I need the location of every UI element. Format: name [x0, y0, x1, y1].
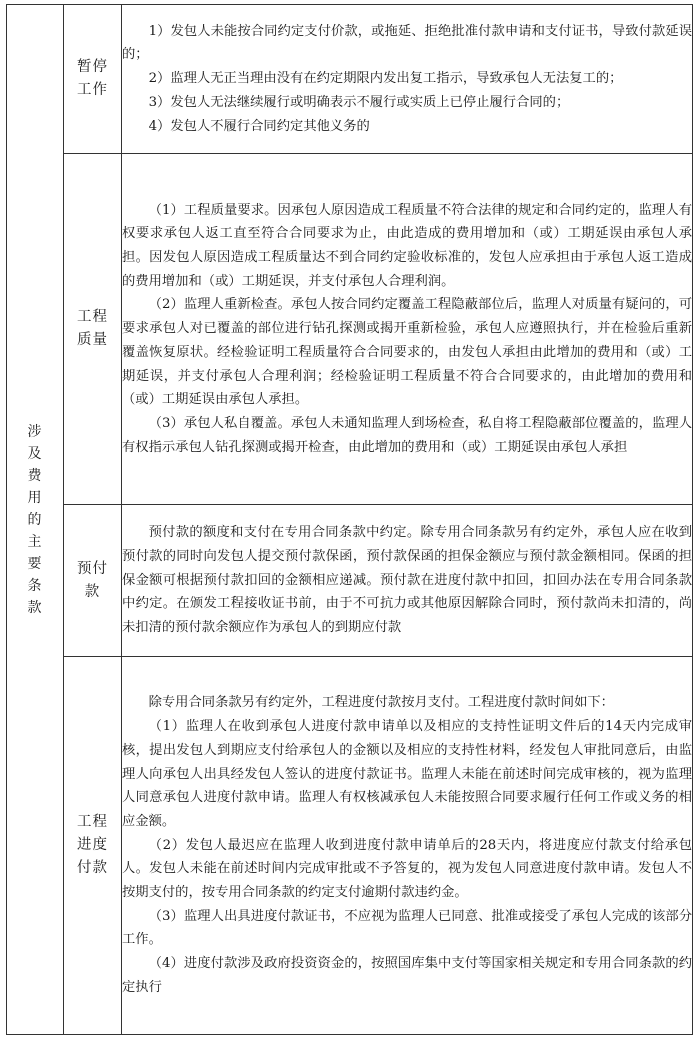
- table-row-advance-payment: [7, 505, 693, 657]
- sub-label-cell: [64, 657, 122, 1035]
- paragraph: 2）监理人无正当理由没有在约定期限内发出复工指示，导致承包人无法复工的；: [148, 71, 623, 87]
- row-label-quality: 工程质量: [77, 309, 108, 348]
- main-category-cell: [7, 5, 64, 1035]
- sub-label-cell: [64, 154, 122, 505]
- paragraph: （3）监理人出具进度付款证书，不应视为监理人已同意、批准或接受了承包人完成的该部分工作。: [122, 908, 692, 948]
- content-cell-progress-payment: [122, 657, 693, 1035]
- main-category-label: 涉及费用的主要条款: [27, 423, 43, 616]
- row-label-suspension: 暂停工作: [77, 59, 108, 98]
- table-row-quality: [7, 154, 693, 505]
- content-cell-advance-payment: [122, 505, 693, 657]
- paragraph: （3）承包人私自覆盖。承包人未通知监理人到场检查，私自将工程隐蔽部位覆盖的，监理人有权指示承包人钻孔探测或揭开检查，由此增加的费用和（或）工期延误由承包人承担: [122, 415, 692, 455]
- contract-clauses-table: [6, 4, 693, 1035]
- row-label-advance-payment: 预付款: [77, 560, 108, 600]
- table-row-suspension: [7, 5, 693, 154]
- content-cell-quality: [122, 154, 693, 505]
- sub-label-cell: [64, 5, 122, 154]
- paragraph: 预付款的额度和支付在专用合同条款中约定。除专用合同条款另有约定外，承包人应在收到预付款的同时向发包人提交预付款保函，预付款保函的担保金额应与预付款金额相同。保函的担保金额可根据预付款扣回的金额相应递减。预付款在进度付款中扣回，扣回办法在专用合同条款中约定。在颁发工程接收证书前，由于不可抗力或其他原因解除合同时，预付款尚未扣清的，尚未扣清的预付款余额应作为承包人的到期应付款: [122, 525, 692, 636]
- paragraph: （1）工程质量要求。因承包人原因造成工程质量不符合法律的规定和合同约定的，监理人有权要求承包人返工直至符合合同要求为止，由此造成的费用增加和（或）工期延误由承包人承担。因发包人原因造成工程质量达不到合同约定验收标准的，发包人应承担由于承包人返工造成的费用增加和（或）工期延误，并支付承包人合理利润。: [122, 202, 692, 289]
- paragraph: （2）发包人最迟应在监理人收到进度付款申请单后的28天内，将进度应付款支付给承包人。发包人未能在前述时间内完成审批或不予答复的，视为发包人同意进度付款申请。发包人不按期支付的，按专用合同条款的约定支付逾期付款违约金。: [122, 837, 692, 901]
- paragraph: 3）发包人无法继续履行或明确表示不履行或实质上已停止履行合同的；: [148, 94, 570, 110]
- paragraph: 1）发包人未能按合同约定支付价款，或拖延、拒绝批准付款申请和支付证书，导致付款延误的；: [122, 23, 692, 63]
- paragraph: （1）监理人在收到承包人进度付款申请单以及相应的支持性证明文件后的14天内完成审核，提出发包人到期应支付给承包人的金额以及相应的支持性材料，经发包人审批同意后，由监理人向承包人出具经发包人签认的进度付款证书。监理人未能在前述时间完成审核的，视为监理人同意承包人进度付款申请。监理人有权核减承包人未能按照合同要求履行任何工作或义务的相应金额。: [122, 719, 692, 829]
- table-row-progress-payment: [7, 657, 693, 1035]
- row-label-progress-payment: 工程进度付款: [77, 814, 108, 876]
- paragraph: 4）发包人不履行合同约定其他义务的: [148, 118, 370, 134]
- paragraph: 除专用合同条款另有约定外，工程进度付款按月支付。工程进度付款时间如下：: [148, 695, 614, 711]
- content-cell-suspension: [122, 5, 693, 154]
- paragraph: （2）监理人重新检查。承包人按合同约定覆盖工程隐蔽部位后，监理人对质量有疑问的，可要求承包人对已覆盖的部位进行钻孔探测或揭开重新检验，承包人应遵照执行，并在检验后重新覆盖恢复原状。经检验证明工程质量符合合同要求的，由发包人承担由此增加的费用和（或）工期延误，并支付承包人合理利润；经检验证明工程质量不符合合同要求的，由此增加的费用和（或）工期延误由承包人承担。: [122, 297, 692, 408]
- sub-label-cell: [64, 505, 122, 657]
- paragraph: （4）进度付款涉及政府投资资金的，按照国库集中支付等国家相关规定和专用合同条款的约定执行: [122, 956, 692, 995]
